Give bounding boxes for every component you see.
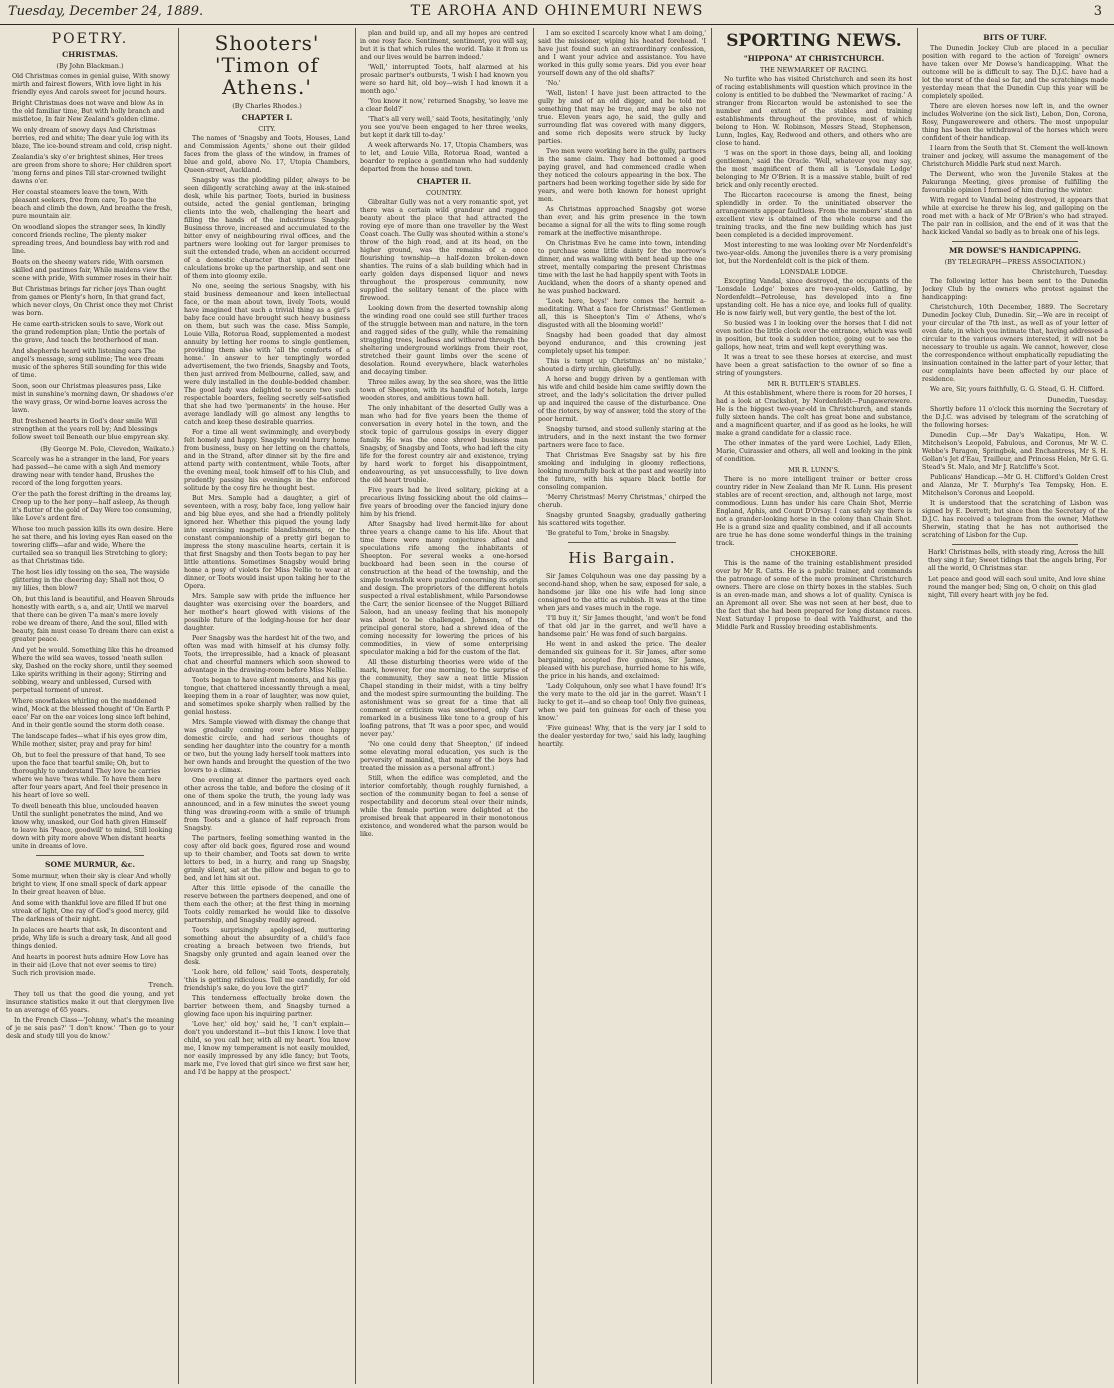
column-turf — [922, 30, 1108, 1384]
paragraph: There is no more intelligent trainer or better cross country rider in New Zealand than Mr R. Lunn. His present stables are of recent erection, and, although not large, most commodious. Lunn has under his care Chain Shot, Merrie England, Aphis, and Count D'Orsay. I can safely say there is not a grander-looking horse in the colony than Chain Shot. He is a grand size and quality combined, and if all accounts are true he has done some wonderful things in the training track. — [716, 476, 912, 547]
paragraph: The Riccarton racecourse is among the finest, being splendidly in order. To the uninitiated observer the arrangements appear faultless. From the members' stand an excellent view is obtained of the whole course and the training tracks, and the fine new building which has just been completed is a decided improvement. — [716, 192, 912, 239]
column-rule — [533, 28, 534, 1384]
paragraph: 'I was on the sport in those days, being all, and looking gentlemen,' said the Oracle. 'Well, whatever you may say, the most magnificent of them all is 'Lonsdale Lodge' belonging to Mr O'Brien. It is a massive stable, built of red brick and only recently erected. — [716, 150, 912, 189]
paragraph: 'Look here, old fellow,' said Toots, desperately, 'this is getting ridiculous. Tell me candidly, for old friendship's sake, do you love the girl?' — [184, 969, 350, 992]
paragraph: Toots surprisingly apologised, muttering something about the absurdity of a child's face creating a breach between two friends, but Snagsby only grunted and again leaned over the desk. — [184, 927, 350, 966]
column-rule — [917, 28, 918, 1384]
poem-author: (By John Blackman.) — [56, 62, 124, 70]
column-rule — [178, 28, 179, 1384]
paragraph: 'Well,' interrupted Toots, half alarmed at his prosaic partner's outbursts, 'I wish I had known you were so hard hit, old boy—wish I had known it a month ago.' — [360, 64, 528, 95]
paragraph: Peer Snagsby was the hardest hit of the two, and often was mad with himself at his clumsy folly. Toots, the irrepressible, had a knack of pleasant chat and cheerful manners which soon showed to advantage in the drawing-room before Miss Nellie. — [184, 635, 350, 674]
paragraph: 'Be grateful to Tom,' broke in Snagsby. — [546, 530, 670, 537]
stanza: But Christmas brings far richer joys Than ought from games or Plenty's horn, In that grand fact, which never cloys, On Christ once they met Christ was born. — [12, 286, 173, 317]
paragraph: Shortly before 11 o'clock this morning the Secretary of the D.J.C. was advised by telegram of the scratching of the following horses: — [922, 406, 1108, 429]
article-heading: BITS OF TURF. — [983, 33, 1047, 42]
story-body — [360, 30, 528, 174]
paragraph: The names of 'Snagsby and Toots, Houses, Land and Commission Agents,' shone out their gilded faces from the glass of the window, in frames of blue and gold, above No. 17, Utopia Chambers, Queen-street, Auckland. — [184, 135, 350, 174]
chapter-heading: CHAPTER I. — [241, 113, 293, 122]
paragraph: A week afterwards No. 17, Utopia Chambers, was to let, and Louie Villa, Rotorua Road, wanted a boarder to replace a gentleman who had suddenly departed from the house and town. — [360, 142, 528, 173]
paragraph: At this establishment, where there is room for 20 horses, I had a look at Crackshot, by Nordenfeldt—Pungawerewere. He is the biggest two-year-old in Christchurch, and stands fully sixteen hands. The colt has great bone and substance, and a magnificent quarter, and if as good as he looks, he will make a grand candidate for a classic race. — [716, 390, 912, 437]
poem-signature: Trench. — [148, 981, 174, 989]
paragraph: Toots began to have silent moments, and his gay tongue, that chattered incessantly through a meal, keeping them in a roar of laughter, was now quiet, and sometimes spoke sharply when rallied by the genial hostess. — [184, 677, 350, 716]
stanza: Hark! Christmas bells, with steady ring, Across the hill they sing it far; Sweet tidings that the angels bring, For all the world, O Christmas star. — [928, 549, 1107, 572]
stanza: On woodland slopes the stranger sees, In kindly concord friends recline, The plenty maker spreading trees, And boundless bay with rod and line. — [12, 224, 169, 255]
paragraph: One evening at dinner the partners eyed each other across the table, and before the closing of it one of them spoke the truth, the young lady was announced, and in a few minutes the sweet young thing was drawing-room with a smile of triumph from Toots and a glance of half reproach from Snagsby. — [184, 777, 350, 832]
paragraph: The Derwent, who won the Juvenile Stakes at the Pakuranga Meeting, gives promise of fulfilling the favourable opinion I formed of him during the winter. — [922, 171, 1108, 194]
column-story-end — [538, 30, 706, 1384]
stanza: Her coastal steamers leave the town, With pleasant seekers, free from care, To pace the beach and climb the down, And breathe the fresh, pure mountain air. — [12, 189, 173, 220]
stanza: To dwell beneath this blue, unclouded heaven Until the sunlight penetrates the mind, And we know why, unasked, our God hath given Himself to leave his 'Peace, goodwill' to mind, Still looking down with pity more above When distant hearts unite in dreams of love. — [12, 803, 173, 850]
paragraph: But Mrs. Sample had a daughter, a girl of seventeen, with a rosy, baby face, long yellow hair and big blue eyes, and she had a friendly politely ignored her. Whether this piqued the young lady into exercising magnetic blandishments, or the constant companionship of a pretty girl began to impress the stony masculine hearts, certain it is that first Snagsby and then Toots began to pay her little attentions. Sometimes Snagsby would bring home a posy of violets for Miss Nellie to wear at dinner, or Toots would insist upon taking her to the Opera. — [184, 495, 350, 590]
article-body — [716, 560, 912, 632]
paragraph: I learn from the South that St. Clement the well-known trainer and jockey, will assume the management of the Christchurch Middle Park stud next March. — [922, 145, 1108, 168]
paragraph: Snagsby turned, and stood sullenly staring at the intruders, and in the next instant the two former partners were face to face. — [538, 426, 706, 449]
stanza: We only dream of snowy days And Christmas berries, red and white; The dear yule log with its blaze, The ice-bound stream and cold, crisp night. — [12, 127, 173, 150]
paragraph: Sir James Colquhoun was one day passing by a second-hand shop, when he saw, exposed for sale, a handsome jar like one his wife had long since consigned to the attic as rubbish. It was at the time when jars and vases much in the rage. — [538, 573, 706, 612]
paragraph: Looking down from the deserted township along the winding road one could see still further traces of the struggle between man and nature, in the torn and ragged sides of the gully, while the remaining straggling trees, leafless and withered through the sheltering underground workings from their root, stretched their gaunt limbs over the scene of desolation. Round everywhere, black waterholes and decaying timber. — [360, 305, 528, 376]
stanza: He came earth-stricken souls to save, Work out the grand redemption plan; Untie the portals of the grave, And teach the brotherhood of man. — [12, 321, 165, 344]
paragraph: 'Lady Colquhoun, only see what I have found! It's the very mate to the old jar in the garret. Wasn't I lucky to get it—and so cheap too! Only five guineas, when we paid ten guineas for each of these you know.' — [538, 683, 706, 722]
poem-body — [922, 549, 1108, 600]
stanza: And hearts in poorest huts admire How Love has in their aid (Love that not ever seems to tire) Such rich provision made. — [12, 954, 169, 977]
section-title: POETRY. — [51, 31, 129, 47]
paragraph: A horse and buggy driven by a gentleman with his wife and child beside him came swiftly down the street, and the lady's solicitation the driver pulled up and inquired the cause of the disturbance. One of the rioters, by way of answer, told the story of the poor hermit. — [538, 376, 706, 423]
paragraph: 'That's all very well,' said Toots, hesitatingly, 'only you see you've been engaged to her three weeks, but kept it dark till to-day.' — [360, 116, 528, 139]
paragraph: 'Love her,' old boy,' said he, 'I can't explain—don't you understand it—but this I know. I love that child, so you call her, with all my heart. You know me, I know my temperament is not easily moulded, nor easily impressed by any idle fancy; but Toots, mark me, I've loved that girl since we first saw her, and I'd be happy at the prospect.' — [184, 1021, 350, 1076]
poem-title: SOME MURMUR, &c. — [45, 860, 135, 869]
story-title: His Bargain. — [568, 549, 676, 567]
stanza: Some murmur, when their sky is clear And wholly bright to view, If one small speck of dark appear In their great heaven of blue. — [12, 873, 172, 896]
paragraph: After this little episode of the canaille the reserve between the partners deepened, and one of them each the other; at the first thing in morning Toots coldly remarked he would like to dissolve partnership, and Snagsby readily agreed. — [184, 885, 350, 924]
paragraph: This is the name of the training establishment presided over by Mr R. Catts. He is a public trainer, and commands the patronage of some of the more prominent Christchurch owners. There are close on thirty boxes in the stables. Such is an even-made man, and shows a lot of quality. Cynisca is an Apremont all over. She was not seen at her best, due to the fact that she had been prepared for long distance races. Next Saturday I propose to deal with Yaldhurst, and the Middle Park and Russley breeding establishments. — [716, 560, 912, 631]
article-heading: "HIPPONA" AT CHRISTCHURCH. — [743, 54, 885, 63]
article-body — [922, 406, 1108, 540]
chapter-heading: CHAPTER II. — [416, 177, 472, 186]
poem-body — [6, 73, 174, 442]
section-heading: LONSDALE LODGE. — [780, 268, 848, 276]
paragraph: plan and build up, and all my hopes are centred in one rosy face. Sentiment, sentiment, you will say, but it is that which rules the world. Take it from us and our lives would be barren indeed.' — [360, 30, 528, 61]
column-story — [184, 30, 350, 1384]
chapter-subheading: CITY. — [258, 125, 276, 133]
paragraph: 'Merry Christmas! Merry Christmas,' chirped the cherub. — [538, 494, 706, 509]
poem-body — [6, 873, 174, 978]
paragraph: I am so excited I scarcely know what I am doing,' said the missioner, wiping his heated forehead. 'I have just found such an extraordinary confession, and I want your advice and assistance. You have worked in this gully some years. Did you ever hear yourself down any of the old shafts?' — [538, 30, 706, 77]
paragraph: It was a treat to see these horses at exercise, and must have been a great satisfaction to the owner of so fine a string of youngsters. — [716, 354, 912, 377]
stanza: Whose too much passion kills its own desire. Here he sat there, and his loving eyes Ran eased on the towering cliffs—afar and wide, Where the curtailed sea so tranquil lies Stretching to glory; as that Christmas tide. — [12, 526, 173, 565]
page-number: 3 — [1093, 4, 1102, 19]
article-body — [716, 278, 912, 378]
story-body — [538, 30, 706, 538]
issue-date: Tuesday, December 24, 1889. — [8, 4, 204, 19]
paragraph: The partners, feeling something wanted in the cosy after old back goes, figured rose and wound up to their chamber, and Toots sat down to write letters to bed, in a hurry, and rang up Snagsby, grimly silent, sat at the pillow and began to go to bed, and let him sit out. — [184, 835, 350, 882]
paragraph: 'Well, listen! I have just been attracted to the gully by and of an old digger, and he told me something that may be true, and may be also not true. Eleven years ago, he said, the gully and surrounding flat was covered with many diggers, and some rich deposits were struck by lucky parties. — [538, 90, 706, 145]
column-poetry — [6, 30, 174, 1384]
paragraph: For a time all went swimmingly, and everybody felt homely and happy. Snagsby would hurry home from business, busy on her letting on the chattels, and in the Strand, after dinner sit by the fire and attend party with contentment, while Toots, after the evening meal, took himself off to his Club, and prudently passing his evenings in the enforced solitude by the cosy fire he thought best. — [184, 429, 350, 492]
paragraph: Most interesting to me was looking over Mr Nordenfeldt's two-year-olds. Among the juveniles there is a very promising lot, but the Nordenfeldt colt is the pick of them. — [716, 242, 912, 265]
paragraph: As Christmas approached Snagsby got worse than ever, and his grim presence in the town became a signal for all the wits to fling some rough remark at the ineffective misanthrope. — [538, 206, 706, 237]
stanza: Old Christmas comes in genial guise, With snowy mirth and fairest flowers, With love light in his friendly eyes And carols sweet for jocund hours. — [12, 73, 170, 96]
dateline: Christchurch, Tuesday. — [1032, 268, 1108, 276]
stanza: And shepherds heard with listening ears The angel's message, song sublime; The wee dream music of the spheres Still sounding for this wide of time. — [12, 348, 167, 379]
paragraph: There are eleven horses now left in, and the owner includes Wolverine (on the sick list), Lebon, Don, Corona, Rosy, Pungawerewere and others. The most unpopular thing has been the withdrawal of the horses which were confident of their handicap. — [922, 103, 1108, 142]
paragraph: Snagsby was the plodding pilder, always to be seen diligently scratching away at the ink-stained desk, while his partner, Toots, buried in business outside, acted the genial gentleman, bringing clients into the web, challenging the heart and filling the hands of the industrious Snagsby. Business throve, increased and accumulated to the bitter envy of neighbouring rival offices, and the partners were looking out for larger premises to suit the extended trade, when an accident occurred of a domestic character that upset all their calculations broke up the partnership, and sent one of them into gloomy exile. — [184, 177, 350, 280]
divider — [952, 241, 1078, 242]
paragraph: With regard to Vandal being destroyed, it appears that while at exercise he threw his leg, and galloping on the road met with a hack of Mr O'Brien's who had strayed. The pair ran in collision, and the end of it was that the hack kicked Vandal so badly as to break one of his legs. — [922, 197, 1108, 236]
stanza: But freshened hearts in God's dear smile Will strengthen at the years roll by; And blessings follow sweet toil Beneath our blue empyrean sky. — [12, 418, 170, 441]
article-body — [716, 476, 912, 548]
paragraph: 'No.' — [546, 80, 561, 87]
story-title: Shooters' 'Timon of Athens.' — [214, 31, 320, 99]
newspaper-masthead: TE AROHA AND OHINEMURI NEWS — [410, 3, 704, 19]
article-heading: MR DOWSE'S HANDICAPPING. — [948, 246, 1081, 255]
sporting-masthead: SPORTING NEWS. — [726, 31, 902, 51]
paragraph: The Dunedin Jockey Club are placed in a peculiar position with regard to the action of 'foreign' owners have taken over Mr Dowse's handicapping. What the outcome will be is difficult to say. The D.J.C. have had a lot the worst of the deal so far, and the scratchings made yesterday mean that the Dunedin Cup this year will be completely spoiled. — [922, 45, 1108, 100]
paragraph: This is tempt up Christmas an' no mistake,' shouted a dirty urchin, gleefully. — [538, 358, 706, 373]
paragraph: Mrs. Sample viewed with dismay the change that was gradually coming over her once happy domestic circle, and had serious thoughts of sending her daughter into the country for a month or two, but the young lady herself took matters into her own hands and brought the question of the two lovers to a climax. — [184, 719, 350, 774]
stanza: The landscape fades—what if his eyes grow dim, While mother, sister, pray and pray for him! — [12, 733, 168, 748]
paragraph: It is understood that the scratching of Lisbon was signed by E. Derrett; but since then the Secretary of the D.J.C. has received a telegram from the owner, Mathew Sherwin, stating that he has not authorised the scratching of Lisbon for the Cup. — [922, 500, 1108, 539]
stanza: And yet he would. Something like this he dreamed Where the wild sea waves, tossed 'neath sullen sky, Dashed on the rocky shore, until they seemed Like spirits writhing in their agony; Stirring and sobbing, weary and unblessed, Cursed with perpetual torment of unrest. — [12, 647, 174, 694]
article-body — [716, 76, 912, 266]
paragraph: 'Five guineas! Why, that is the very jar I sold to the dealer yesterday for two,' said his lady, laughing heartily. — [538, 725, 706, 748]
section-heading: CHOKEBORE. — [790, 550, 838, 558]
paragraph: 'No one could deny that Sheepton,' (if indeed some elevating moral education, yes such is the perversity of mankind, that many of the boys had treated the mission as a personal affront.) — [360, 741, 528, 772]
paragraph: Excepting Vandal, since destroyed, the occupants of the 'Lonsdale Lodge' boxes are two-year-olds, Gatling, by Nordenfeldt—Petroleuse, has developed into a fine upstanding colt. He has a nice eye, and looks full of quality. He is now fairly well, but very gentle, the best of the lot. — [716, 278, 912, 317]
story-body — [538, 573, 706, 749]
paragraph: The following letter has been sent to the Dunedin Jockey Club by the owners who protest against the handicapping: — [922, 278, 1108, 301]
divider — [36, 855, 144, 856]
stanza: O'er the path the forest drifting in the dreams lay, Creep up to the her pony—half asleep, As though it's flutter of the gold of Day Were too consuming, like Love's ardent fire. — [12, 491, 172, 522]
paragraph: The other inmates of the yard were Lochiel, Lady Ellen, Marie, Cuirassier and others, all well and looking in the pink of condition. — [716, 440, 912, 463]
paragraph: Publicans' Handicap.—Mr G. H. Clifford's Golden Crest and Alanza, Mr T. Murphy's Tea Tempsky, Hon. E. Mitchelson's Coronus and Leopold. — [922, 474, 1108, 497]
stanza: Soon, soon our Christmas pleasures pass, Like mist in sunshine's morning dawn, Or shadows o'er the wavy grass, Or wind-borne leaves across the lawn. — [12, 383, 174, 414]
stanza: Where snowflakes whirling on the maddened wind, Mock at the blessed thought of 'On Earth P eace' Far on the ear voices long since left behind, And in their gentle sound the storm doth cease. — [12, 698, 171, 729]
stanza: Scarcely was he a stranger in the land, For years had passed—he came with a sigh And memory drawing near with tender hand, Brushes the record of the long forgotten years. — [12, 456, 170, 487]
divider — [952, 544, 1078, 545]
paragraph: 'I'll buy it,' Sir James thought, 'and won't be fond of that old jar in the garret, and we'll have a handsome pair.' He was fond of such bargains. — [538, 615, 706, 638]
stanza: The host lies idly tossing on the sea, The wayside glittering in the cheering day; Shall not thou, O my lilies, then blow? — [12, 569, 170, 592]
paragraph: In the French Class—'Johnny, what's the meaning of je ne sais pas?' 'I don't know.' 'Then go to your desk and study till you do know.' — [6, 1017, 174, 1040]
paragraph: On Christmas Eve he came into town, intending to purchase some little dainty for the morrow's dinner, and was walking with bent head up the one street, mentally comparing the present Christmas time with the last he had happily spent with Toots in Auckland, when the doors of a shanty opened and he was pushed backward. — [538, 240, 706, 295]
stanza: Bright Christmas does not wave and blow As in the old familiar time, But with holly branch and mistletoe, In fair New Zealand's golden clime. — [12, 100, 165, 123]
column-sporting — [716, 30, 912, 1384]
paragraph: The only inhabitant of the deserted Gully was a man who had for five years been the theme of conversation in every hotel in the town, and the stock topic of garrulous gossips in every digger family. He was the once shrewd business man Snagsby, of Snagsby and Toots, who had left the city life for the forest country air and existence, trying by hard work to forget his disappointment, endeavouring, as yet unsuccessfully, to live down the old heart trouble. — [360, 405, 528, 484]
poem-signature: (By George M. Pole, Clevedon, Waikato.) — [40, 445, 174, 453]
section-heading: MR R. BUTLER'S STABLES. — [767, 380, 861, 388]
column-rule — [355, 28, 356, 1384]
paragraph: No turfite who has visited Christchurch and seen its host of racing establishments will question which province in the colony is entitled to be dubbed the 'Newmarket of racing.' A stranger from Riccarton would be astonished to see the number and extent of the stables and training establishments throughout the province, most of which belong to Hon. W. Robinson, Messrs Stead, Stephenson, Lunn, Ingles, Kay, Redwood and others, and others who are close to hand. — [716, 76, 912, 147]
article-body — [922, 45, 1108, 237]
paragraph: After Snagsby had lived hermit-like for about three years a change came to his life. About that time there were many conjectures afloat and speculations rife among the inhabitants of Sheepton. For several weeks a one-horsed buckboard had been seen in the course of construction at the head of the township, and the simple townsfolk were puzzled concerning its origin and design. The proprietors of the different hotels suspected a rival establishment, while Parsondowse the Carr, the senior licensee of the Nugget Billiard Saloon, had an uneasy feeling that his monopoly was about to be challenged. Johnson, of the principal general store, had a shrewd idea of the coming necessity for lowering the prices of his commodities, in view of some enterprising speculator making a bid for the custom of the flat. — [360, 521, 528, 656]
paragraph: Two men were working here in the gully, partners in the same claim. They had bottomed a good paying gravel, and had commenced cradle when they noticed the colours appearing in the box. The partners had been working together side by side for years, and were both known for honest upright men. — [538, 148, 706, 203]
paragraph: Christchurch, 10th December, 1889. The Secretary Dunedin Jockey Club, Dunedin. Sir,—We are in receipt of your circular of the 7th inst., as well as of your letter of even date, in which you intimate that, having addressed a circular to the various owners interested, it will not be necessary to trouble us again. We cannot, however, close the correspondence without emphatically repudiating the insinuation contained in the latter part of your letter, that our complaints have been affected by our place of residence. — [922, 304, 1108, 383]
page-header — [0, 0, 1114, 25]
stanza: Boats on the sheeny waters ride, With oarsmen skilled and pastimes fair, While maidens view the scene with pride, With summer roses in their hair. — [12, 259, 173, 282]
paragraph: That Christmas Eve Snagsby sat by his fire smoking and indulging in gloomy reflections, looking mournfully back at the past and wearily into the future, with his square black bottle for consoling companion. — [538, 452, 706, 491]
section-heading: THE NEWMARKET OF RACING. — [760, 66, 868, 74]
poem-body — [6, 456, 174, 851]
paragraph: Still, when the edifice was completed, and the interior comfortably, though roughly furnished, a section of the community began to feel a sense of respectability and decorum steal over their minds, while the female portion were delighted at the promised break that appeared in their monotonous existence, and wondered what the parson would be like. — [360, 775, 528, 838]
article-body — [716, 390, 912, 464]
paragraph: He went in and asked the price. The dealer demanded six guineas for it. Sir James, after some bargaining, accepted five guineas, Sir James, pleased with his purchase, hurried home to his wife, the price in his hands, and exclaimed: — [538, 641, 706, 680]
divider — [568, 542, 676, 543]
column-rule — [711, 28, 712, 1384]
section-heading: MR R. LUNN'S. — [788, 466, 840, 474]
dateline: Dunedin, Tuesday. — [1047, 396, 1108, 404]
paragraph: Five years had he lived solitary, picking at a precarious living fossicking about the old claims—five years of brooding over the fancied injury done him by his friend. — [360, 487, 528, 518]
stanza: And some with thankful love are filled If but one streak of light, One ray of God's good mercy, gild The darkness of their night. — [12, 900, 169, 923]
paragraph: So busied was I in looking over the horses that I did not even notice the little clock over the entrance, which was well in position, but took a sudden notice, going out to see the gallops, how neat, trim and well kept everything was. — [716, 320, 912, 351]
article-body — [922, 278, 1108, 394]
paragraph: Gibraltar Gully was not a very romantic spot, yet there was a certain wild grandeur and rugged beauty about the place that had attracted the roving eye of more than one traveller by the West Coast coach. The Gully was shouted within a stone's throw of the high road, and at its head, on the higher ground, was the remains of a once flourishing township—a half-dozen broken-down shanties. The ruins of a slab building which had in early golden days dispensed liquor and news throughout the prosperous community, now supplied the solitary tenant of the place with firewood. — [360, 199, 528, 302]
column-story-cont — [360, 30, 528, 1384]
paragraph: 'Look here, boys!' here comes the hermit a-meditating. What a face for Christmas!' Gentlemen all, this is Sheepton's Tim o' Athens, who's disgusted with all the blooming world!' — [538, 298, 706, 329]
stanza: Oh, but this land is beautiful, and Heaven Shrouds honestly with earth, s a, and air, Until we marvel that there can be given T'a man's mere lovely robe we dream of there, And the soul, filled with beauty, fain must cease To dream there can exist a greater peace. — [12, 596, 174, 643]
paragraph: No one, seeing the serious Snagsby, with his staid business demeanour and keen intellectual face, or the man about town, lively Toots, would have imagined that such a trivial thing as a girl's baby face could have brought such heavy business on them, but such was the case. Miss Sample, Louie Villa, Rotorua Road, supplemented a modest annuity by letting her rooms to single gentlemen, providing them also with 'all the comforts of a home.' In answer to her temptingly worded advertisement, the two friends, Snagsby and Toots, then just arrived from Melbourne, called, saw, and were duly installed in the double-bedded chamber. The good lady was delighted to secure two such respectable boarders, feeling secretly self-satisfied that she had two 'permanents' in the house. Her average landlady will go almost any lengths to catch and keep these desirable quarries. — [184, 283, 350, 426]
poem-title: CHRISTMAS. — [62, 50, 118, 59]
paragraph: All these disturbing theories were wide of the mark, however, for one morning, to the surprise of the community, they saw a neat little Mission Chapel standing in their midst, with a tiny belfry and the modest spire surmounting the building. The astonishment was so great for a time that all comment or criticism was smothered, only Carr remarked in a business like tone to a group of his loafing patrons, that 'It was a poor spec, and would never pay.' — [360, 659, 528, 738]
paragraph: We are, Sir, yours faithfully, G. G. Stead, G. H. Clifford. — [930, 386, 1105, 393]
paragraph: They tell us that the good die young, and yet insurance statistics make it out that clergymen live to an average of 65 years. — [6, 991, 174, 1014]
stanza: Zealandia's sky o'er brightest shines, Her trees are green from shore to shore; Her children sport 'mong ferns and pines Till star-crowned twilight dawns o'er. — [12, 154, 172, 185]
article-subheading: (BY TELEGRAPH—PRESS ASSOCIATION.) — [944, 258, 1086, 266]
paragraph: Snagsby grunted Snagsby, gradually gathering his scattered wits together. — [538, 512, 706, 527]
paragraph: Snagsby had been goaded that day almost beyond endurance, and this crowning jest completely upset his temper. — [538, 332, 706, 355]
paragraph: Mrs. Sample saw with pride the influence her daughter was exercising over the boarders, and her mother's heart glowed with visions of the possible future of the lodging-house for her dear daughter. — [184, 593, 350, 632]
paragraph: Dunedin Cup.—Mr Day's Wakatipu, Hon. W. Mitchelson's Leopold, Fabulous, and Coronus, Mr W. C. Webbe's Paragon, Springbok, and Enchantress, Mr S. H. Gollan's Jet d'Eau, Trailleur, and Princess Helen, Mr G. G. Stead's St. Malo, and Mr J. Ratcliffe's Scot. — [922, 432, 1108, 471]
story-body — [184, 135, 350, 1077]
stanza: In palaces are hearts that ask, In discontent and pride, Why life is such a dreary task, And all good things denied. — [12, 927, 172, 950]
stanza: Oh, but to feel the pressure of that hand, To see upon the face that tearful smile; Oh, but to thoroughly to understand They love he carries where we have 'twas while. To have them here after four years apart, And feel their presence in his heart of love so well. — [12, 752, 168, 799]
paragraph: This tenderness effectually broke down the barrier between them, and Snagsby turned a glowing face upon his inquiring partner. — [184, 995, 350, 1018]
chapter-subheading: COUNTRY. — [425, 189, 463, 197]
story-byline: (By Charles Rhodes.) — [232, 102, 302, 110]
stanza: Let peace and good will each soul unite, And love shine round the manger bed; Sing on, O choir, on this glad night, Till every heart with joy be fed. — [928, 576, 1106, 599]
paragraph: Three miles away, by the sea shore, was the little town of Sheepton, with its handful of hotels, large wooden stores, and ambitious town hall. — [360, 379, 528, 402]
story-body — [360, 199, 528, 839]
paragraph: 'You know it now,' returned Snagsby, 'so leave me a clear field?' — [360, 98, 528, 113]
